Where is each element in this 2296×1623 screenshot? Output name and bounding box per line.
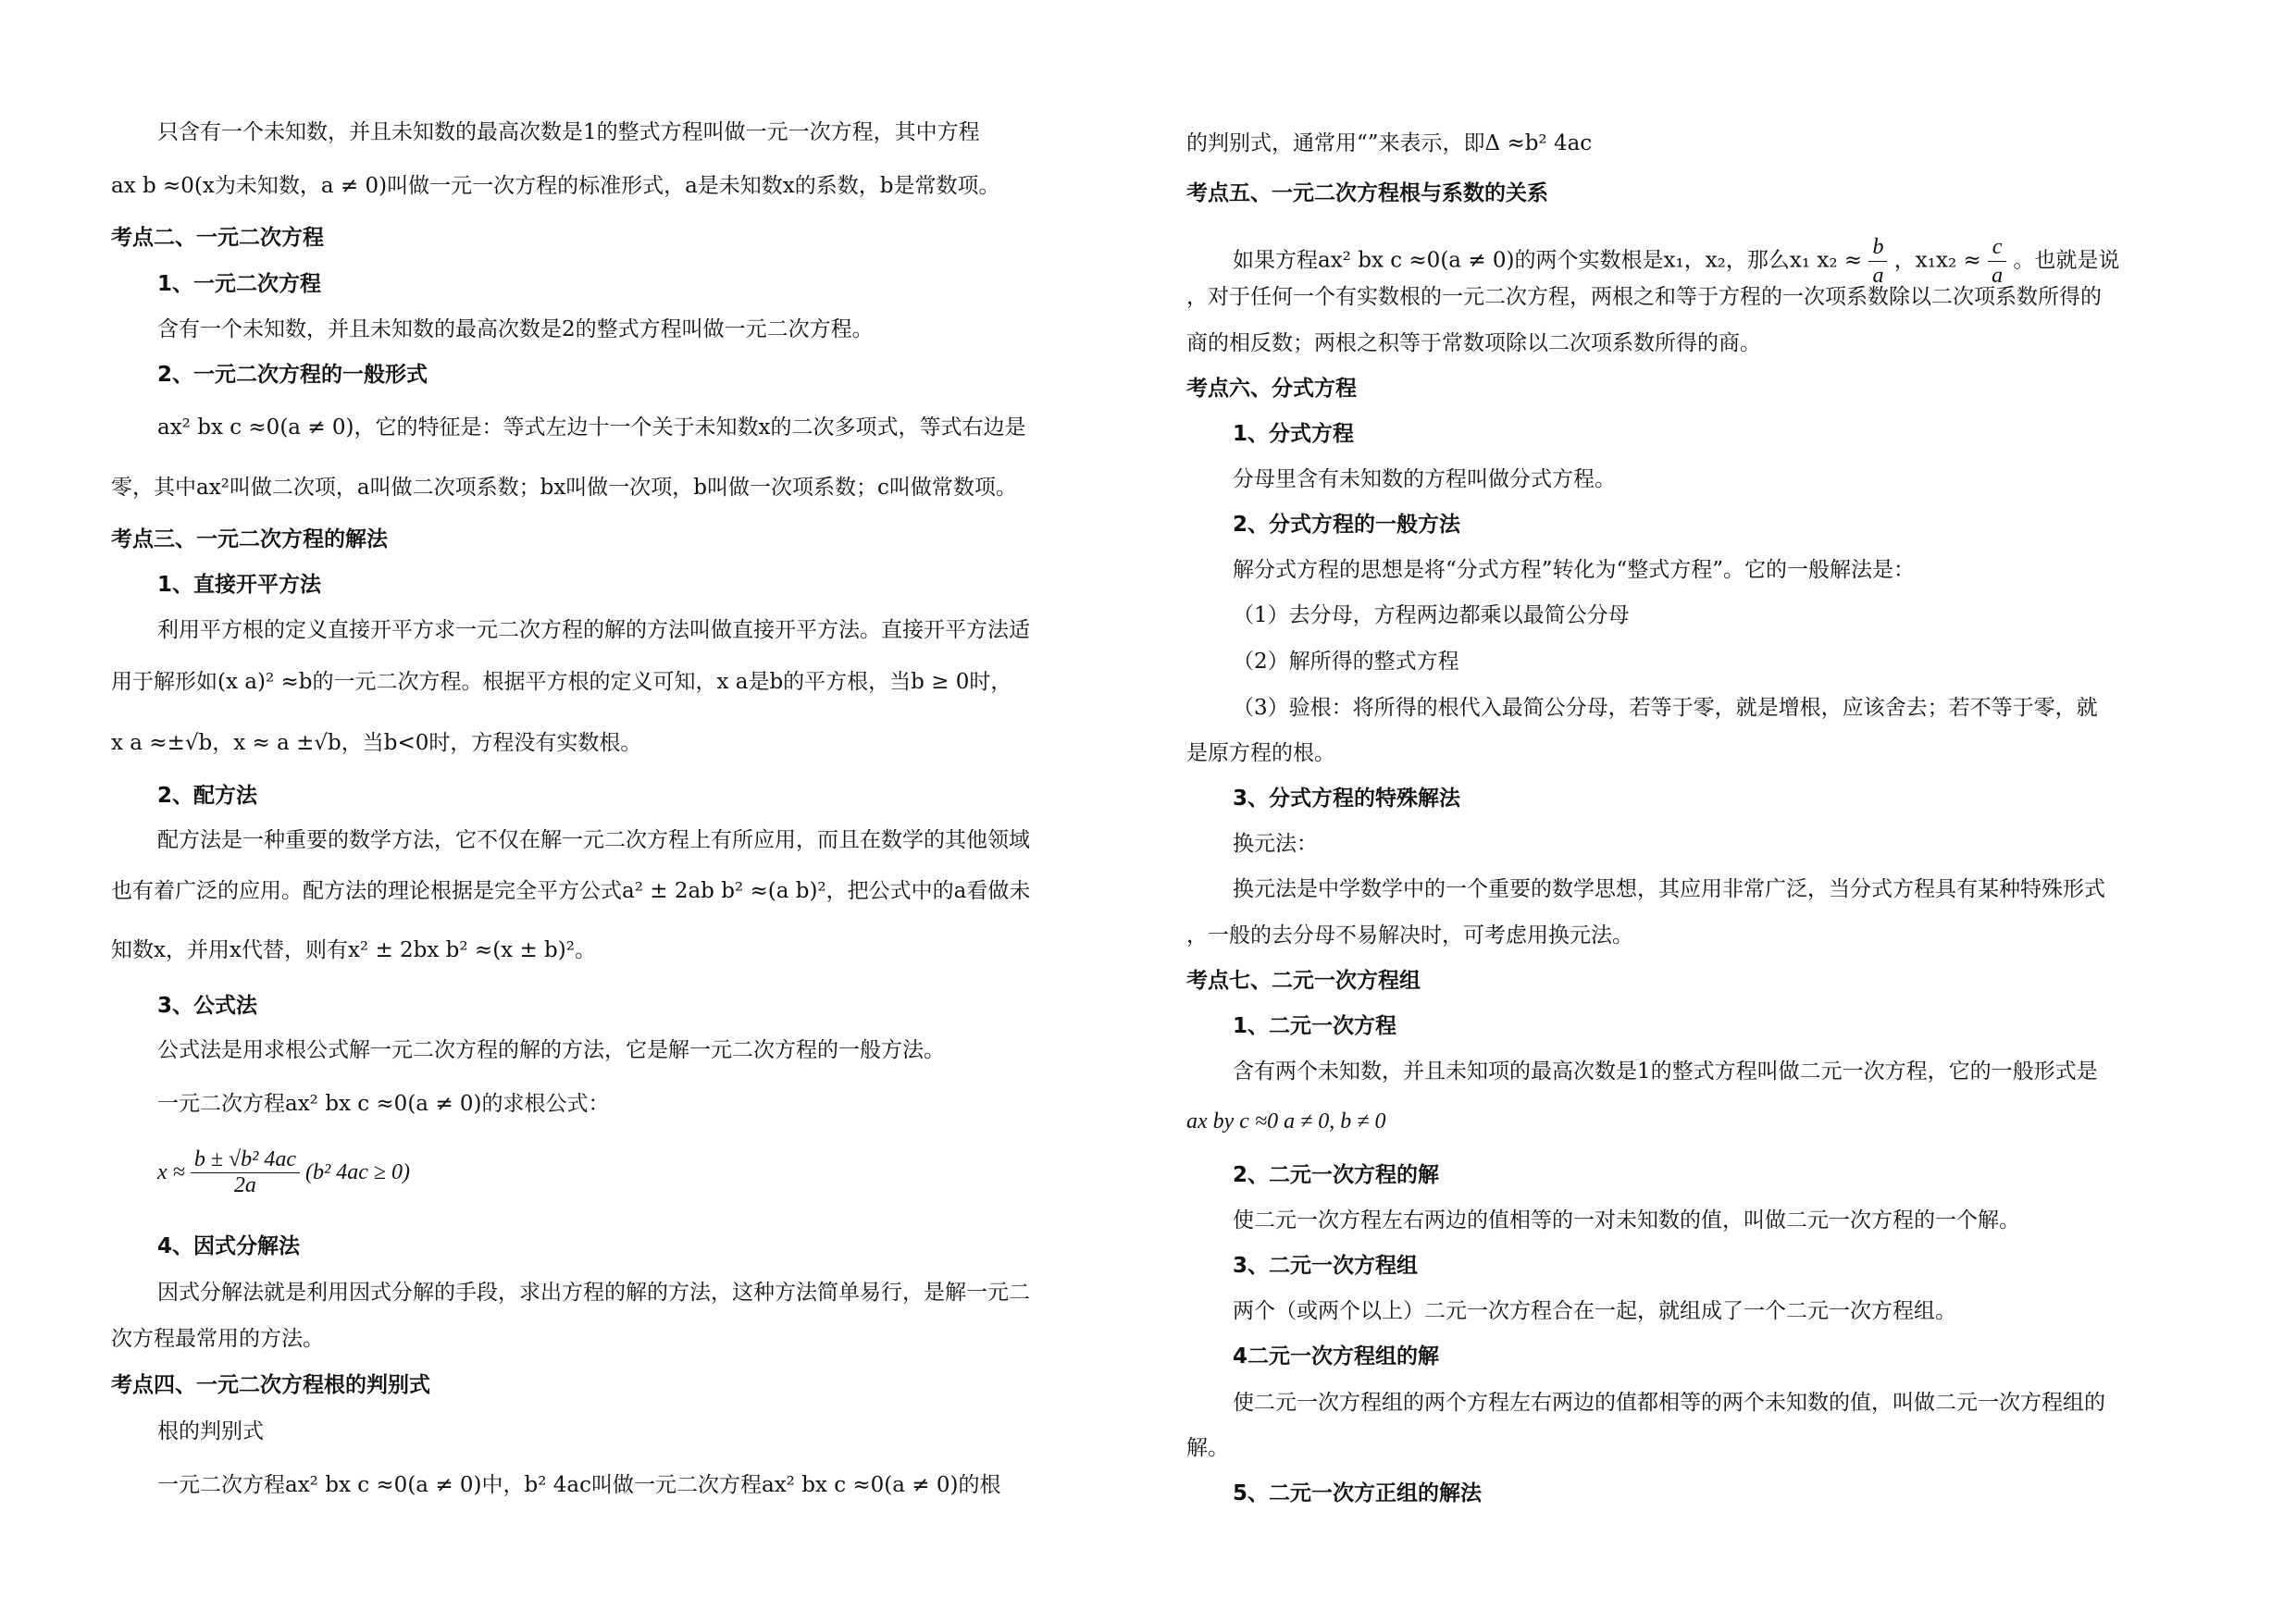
subsection-heading: 2、二元一次方程的解 bbox=[1233, 1163, 1440, 1187]
fraction-c-over-a bbox=[1988, 233, 2006, 290]
paragraph-line: ，一般的去分母不易解决时，可考虑用换元法。 bbox=[1186, 923, 1633, 948]
paragraph-line: ax b ≈0(x为未知数，a ≠ 0)叫做一元一次方程的标准形式，a是未知数x的系数，b是常数项。 bbox=[111, 174, 1000, 198]
subsection-heading: 4二元一次方程组的解 bbox=[1233, 1344, 1440, 1369]
formula-numerator: b ± √b² 4ac bbox=[191, 1147, 300, 1173]
paragraph-line: 一元二次方程ax² bx c ≈0(a ≠ 0)中，b² 4ac叫做一元二次方程ax² bx c ≈0(a ≠ 0)的根 bbox=[157, 1473, 1001, 1497]
paragraph-line: 一元二次方程ax² bx c ≈0(a ≠ 0)的求根公式： bbox=[157, 1092, 610, 1116]
paragraph-line: 根的判别式 bbox=[157, 1419, 264, 1443]
paragraph-line: 只含有一个未知数，并且未知数的最高次数是1的整式方程叫做一元一次方程，其中方程 bbox=[157, 120, 980, 144]
section-heading-6: 考点六、分式方程 bbox=[1186, 377, 1357, 401]
paragraph-line: 因式分解法就是利用因式分解的手段，求出方程的解的方法，这种方法简单易行，是解一元二 bbox=[157, 1281, 1030, 1305]
paragraph-line: 零，其中ax²叫做二次项，a叫做二次项系数；bx叫做一次项，b叫做一次项系数；c叫做常数项。 bbox=[111, 476, 1017, 500]
paragraph-line: 含有一个未知数，并且未知数的最高次数是2的整式方程叫做一元二次方程。 bbox=[157, 317, 874, 341]
subsection-heading: 3、二元一次方程组 bbox=[1233, 1254, 1419, 1278]
text-run: 。也就是说 bbox=[2013, 248, 2120, 273]
subsection-heading: 1、分式方程 bbox=[1233, 422, 1355, 446]
paragraph-line: 解分式方程的思想是将“分式方程”转化为“整式方程”。它的一般解法是： bbox=[1233, 558, 1916, 582]
quadratic-formula bbox=[157, 1147, 410, 1198]
fraction-denominator: a bbox=[1872, 264, 1884, 288]
paragraph-line bbox=[1233, 233, 2119, 290]
paragraph-line: 也有着广泛的应用。配方法的理论根据是完全平方公式a² ± 2ab b² ≈(a b)²，把公式中的a看做未 bbox=[111, 879, 1031, 903]
paragraph-line: ax² bx c ≈0(a ≠ 0)，它的特征是：等式左边十一个关于未知数x的二次多项式，等式右边是 bbox=[157, 415, 1026, 440]
subsection-heading: 1、二元一次方程 bbox=[1233, 1014, 1397, 1038]
formula-lhs: x ≈ bbox=[157, 1160, 185, 1184]
formula-denominator: 2a bbox=[233, 1173, 256, 1197]
list-item: （2）解所得的整式方程 bbox=[1233, 650, 1459, 674]
paragraph-line: 换元法： bbox=[1233, 832, 1318, 856]
paragraph-line: 公式法是用求根公式解一元二次方程的解的方法，它是解一元二次方程的一般方法。 bbox=[157, 1038, 945, 1062]
paragraph-line: 是原方程的根。 bbox=[1186, 741, 1335, 765]
section-heading-5: 考点五、一元二次方程根与系数的关系 bbox=[1186, 181, 1548, 205]
fraction-b-over-a bbox=[1868, 233, 1887, 290]
paragraph-line: 两个（或两个以上）二元一次方程合在一起，就组成了一个二元一次方程组。 bbox=[1233, 1299, 1956, 1323]
formula-fraction bbox=[191, 1147, 300, 1198]
subsection-heading: 4、因式分解法 bbox=[157, 1234, 301, 1258]
paragraph-line: 使二元一次方程组的两个方程左右两边的值都相等的两个未知数的值，叫做二元一次方程组的 bbox=[1233, 1391, 2105, 1415]
subsection-heading: 2、分式方程的一般方法 bbox=[1233, 513, 1461, 537]
subsection-heading: 2、配方法 bbox=[157, 784, 258, 808]
paragraph-line: 使二元一次方程左右两边的值相等的一对未知数的值，叫做二元一次方程的一个解。 bbox=[1233, 1208, 2020, 1233]
fraction-numerator: c bbox=[1988, 233, 2006, 262]
section-heading-2: 考点二、一元二次方程 bbox=[111, 226, 324, 250]
paragraph-line: 利用平方根的定义直接开平方求一元二次方程的解的方法叫做直接开平方法。直接开平方法适 bbox=[157, 618, 1030, 642]
section-heading-4: 考点四、一元二次方程根的判别式 bbox=[111, 1373, 430, 1397]
paragraph-line: 用于解形如(x a)² ≈b的一元二次方程。根据平方根的定义可知，x a是b的平方根，当b ≥ 0时， bbox=[111, 670, 1012, 694]
subsection-heading: 5、二元一次方正组的解法 bbox=[1233, 1481, 1483, 1505]
section-heading-3: 考点三、一元二次方程的解法 bbox=[111, 527, 388, 551]
paragraph-line: 次方程最常用的方法。 bbox=[111, 1327, 324, 1351]
paragraph-line: 换元法是中学数学中的一个重要的数学思想，其应用非常广泛，当分式方程具有某种特殊形式 bbox=[1233, 877, 2105, 901]
paragraph-line: 分母里含有未知数的方程叫做分式方程。 bbox=[1233, 467, 1616, 491]
paragraph-line: 商的相反数；两根之积等于常数项除以二次项系数所得的商。 bbox=[1186, 331, 1761, 355]
text-run: 如果方程ax² bx c ≈0(a ≠ 0)的两个实数根是x₁，x₂，那么x₁ x₂ ≈ bbox=[1233, 248, 1863, 273]
paragraph-line: ，对于任何一个有实数根的一元二次方程，两根之和等于方程的一次项系数除以二次项系数所得的 bbox=[1186, 285, 2102, 309]
paragraph-line: 的判别式，通常用“”来表示，即Δ ≈b² 4ac bbox=[1186, 131, 1593, 155]
list-item: （1）去分母，方程两边都乘以最简公分母 bbox=[1233, 603, 1630, 627]
paragraph-line: x a ≈±√b，x ≈ a ±√b，当b<0时，方程没有实数根。 bbox=[111, 731, 642, 755]
equation-line: ax by c ≈0 a ≠ 0, b ≠ 0 bbox=[1186, 1109, 1386, 1134]
fraction-numerator: b bbox=[1868, 233, 1887, 262]
paragraph-line: 解。 bbox=[1186, 1436, 1229, 1460]
formula-condition: (b² 4ac ≥ 0) bbox=[305, 1160, 411, 1184]
paragraph-line: 配方法是一种重要的数学方法，它不仅在解一元二次方程上有所应用，而且在数学的其他领域 bbox=[157, 828, 1030, 852]
text-run: ，x₁x₂ ≈ bbox=[1893, 248, 1981, 273]
subsection-heading: 2、一元二次方程的一般形式 bbox=[157, 363, 428, 387]
paragraph-line: 知数x，并用x代替，则有x² ± 2bx b² ≈(x ± b)²。 bbox=[111, 938, 596, 962]
paragraph-line: 含有两个未知数，并且未知项的最高次数是1的整式方程叫做二元一次方程，它的一般形式是 bbox=[1233, 1059, 2098, 1084]
section-heading-7: 考点七、二元一次方程组 bbox=[1186, 969, 1421, 993]
fraction-denominator: a bbox=[1992, 264, 2004, 288]
subsection-heading: 1、直接开平方法 bbox=[157, 573, 322, 597]
subsection-heading: 3、公式法 bbox=[157, 994, 258, 1018]
list-item: （3）验根：将所得的根代入最简公分母，若等于零，就是增根，应该舍去；若不等于零，就 bbox=[1233, 696, 2098, 720]
subsection-heading: 3、分式方程的特殊解法 bbox=[1233, 787, 1461, 811]
subsection-heading: 1、一元二次方程 bbox=[157, 272, 322, 296]
